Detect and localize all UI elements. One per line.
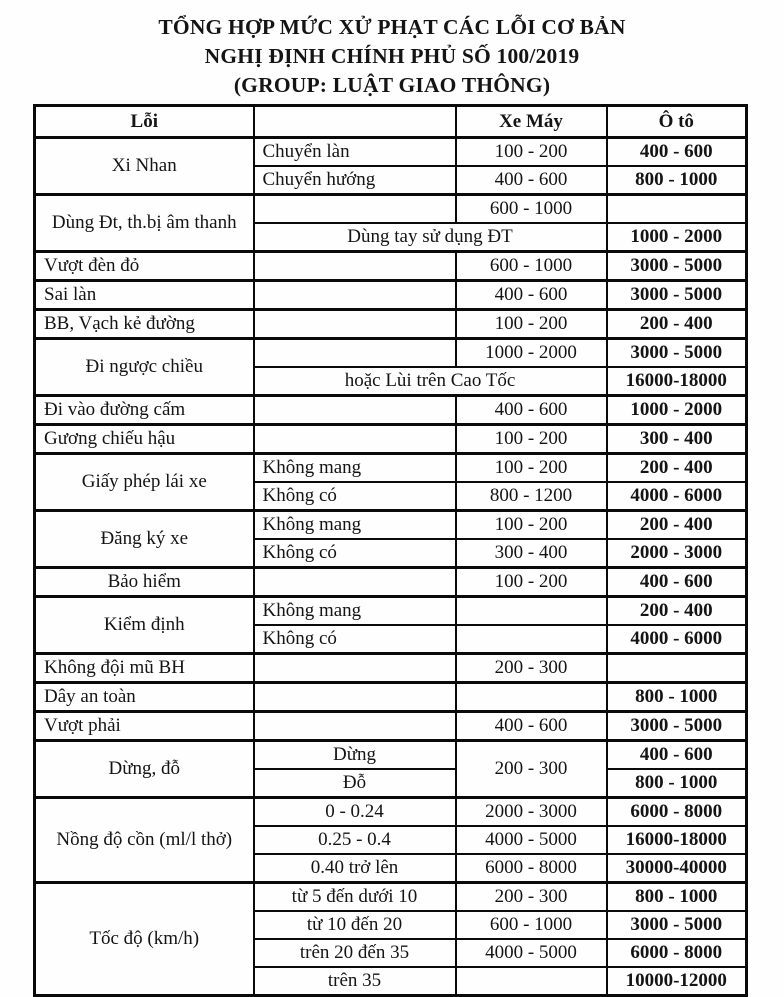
moto-cell: 100 - 200	[456, 138, 607, 167]
car-cell	[607, 654, 747, 683]
moto-cell: 400 - 600	[456, 166, 607, 195]
car-cell: 400 - 600	[607, 138, 747, 167]
table-row	[35, 741, 747, 770]
header-row	[35, 106, 747, 138]
sub-cell: 0.25 - 0.4	[254, 826, 456, 854]
title-line-1: TỔNG HỢP MỨC XỬ PHẠT CÁC LỖI CƠ BẢN	[158, 15, 626, 39]
car-cell: 30000-40000	[607, 854, 747, 883]
fault-cell: Bảo hiểm	[35, 568, 254, 597]
sub-cell	[254, 396, 456, 425]
table-row	[35, 138, 747, 167]
moto-cell: 1000 - 2000	[456, 339, 607, 368]
moto-cell: 600 - 1000	[456, 911, 607, 939]
car-cell: 800 - 1000	[607, 683, 747, 712]
sub-cell	[254, 252, 456, 281]
car-cell: 400 - 600	[607, 568, 747, 597]
sub-cell: Chuyển làn	[254, 138, 456, 167]
fault-cell: Vượt đèn đỏ	[35, 252, 254, 281]
car-cell: 300 - 400	[607, 425, 747, 454]
car-cell: 200 - 400	[607, 310, 747, 339]
moto-cell: 100 - 200	[456, 568, 607, 597]
sub-cell: Không mang	[254, 511, 456, 540]
car-cell: 200 - 400	[607, 454, 747, 483]
table-row	[35, 712, 747, 741]
sub-cell	[254, 195, 456, 224]
header-sub-cell	[254, 106, 456, 138]
fault-cell: Vượt phải	[35, 712, 254, 741]
moto-cell: 6000 - 8000	[456, 854, 607, 883]
car-cell	[607, 195, 747, 224]
car-cell: 800 - 1000	[607, 166, 747, 195]
sub-cell: Đỗ	[254, 769, 456, 798]
table-row	[35, 310, 747, 339]
sub-cell	[254, 310, 456, 339]
document-title	[0, 13, 784, 100]
moto-cell: 100 - 200	[456, 454, 607, 483]
table-row	[35, 511, 747, 540]
moto-cell	[456, 625, 607, 654]
car-cell: 16000-18000	[607, 826, 747, 854]
sub-cell: hoặc Lùi trên Cao Tốc	[254, 367, 607, 396]
sub-cell: trên 35	[254, 967, 456, 996]
moto-cell: 100 - 200	[456, 425, 607, 454]
sub-cell: Dừng	[254, 741, 456, 770]
fault-cell: Đi ngược chiều	[35, 339, 254, 396]
sub-cell: trên 20 đến 35	[254, 939, 456, 967]
car-cell: 3000 - 5000	[607, 281, 747, 310]
car-cell: 6000 - 8000	[607, 939, 747, 967]
sub-cell	[254, 281, 456, 310]
car-cell: 3000 - 5000	[607, 339, 747, 368]
sub-cell: Không có	[254, 482, 456, 511]
header-car-cell: Ô tô	[607, 106, 747, 138]
header-fault-cell: Lỗi	[35, 106, 254, 138]
sub-cell: 0.40 trở lên	[254, 854, 456, 883]
table-row	[35, 396, 747, 425]
car-cell: 800 - 1000	[607, 883, 747, 912]
moto-cell: 400 - 600	[456, 712, 607, 741]
sub-cell	[254, 683, 456, 712]
sub-cell	[254, 425, 456, 454]
moto-cell: 600 - 1000	[456, 195, 607, 224]
moto-cell: 400 - 600	[456, 396, 607, 425]
sub-cell: 0 - 0.24	[254, 798, 456, 827]
moto-cell: 100 - 200	[456, 310, 607, 339]
sub-cell: Không có	[254, 625, 456, 654]
car-cell: 3000 - 5000	[607, 911, 747, 939]
moto-cell: 4000 - 5000	[456, 826, 607, 854]
table-row	[35, 252, 747, 281]
table-row	[35, 883, 747, 912]
sub-cell: Không có	[254, 539, 456, 568]
sub-cell: Không mang	[254, 454, 456, 483]
moto-cell	[456, 967, 607, 996]
moto-cell: 800 - 1200	[456, 482, 607, 511]
table-row	[35, 454, 747, 483]
table-body	[35, 138, 747, 996]
moto-cell: 4000 - 5000	[456, 939, 607, 967]
sub-cell: từ 10 đến 20	[254, 911, 456, 939]
car-cell: 4000 - 6000	[607, 625, 747, 654]
car-cell: 4000 - 6000	[607, 482, 747, 511]
moto-cell: 200 - 300	[456, 883, 607, 912]
fault-cell: Kiểm định	[35, 597, 254, 654]
fault-cell: Nồng độ cồn (ml/l thở)	[35, 798, 254, 883]
header-moto-cell: Xe Máy	[456, 106, 607, 138]
fault-cell: BB, Vạch kẻ đường	[35, 310, 254, 339]
fault-cell: Giấy phép lái xe	[35, 454, 254, 511]
moto-cell: 200 - 300	[456, 654, 607, 683]
table-row	[35, 339, 747, 368]
table-row	[35, 425, 747, 454]
sub-cell: từ 5 đến dưới 10	[254, 883, 456, 912]
fault-cell: Dây an toàn	[35, 683, 254, 712]
moto-cell	[456, 683, 607, 712]
sub-cell	[254, 339, 456, 368]
car-cell: 3000 - 5000	[607, 252, 747, 281]
fault-cell: Sai làn	[35, 281, 254, 310]
table-row	[35, 683, 747, 712]
car-cell: 3000 - 5000	[607, 712, 747, 741]
fault-cell: Tốc độ (km/h)	[35, 883, 254, 996]
fault-cell: Gương chiếu hậu	[35, 425, 254, 454]
moto-cell: 100 - 200	[456, 511, 607, 540]
moto-cell: 600 - 1000	[456, 252, 607, 281]
car-cell: 10000-12000	[607, 967, 747, 996]
fault-cell: Dừng, đỗ	[35, 741, 254, 798]
table-row	[35, 654, 747, 683]
sub-cell	[254, 712, 456, 741]
car-cell: 16000-18000	[607, 367, 747, 396]
table-row	[35, 281, 747, 310]
car-cell: 800 - 1000	[607, 769, 747, 798]
sub-cell	[254, 654, 456, 683]
fault-cell: Đi vào đường cấm	[35, 396, 254, 425]
moto-cell: 2000 - 3000	[456, 798, 607, 827]
car-cell: 1000 - 2000	[607, 223, 747, 252]
fault-cell: Xi Nhan	[35, 138, 254, 195]
car-cell: 200 - 400	[607, 511, 747, 540]
fines-table	[33, 104, 748, 997]
table-row	[35, 568, 747, 597]
car-cell: 2000 - 3000	[607, 539, 747, 568]
table-row	[35, 597, 747, 626]
moto-cell: 200 - 300	[456, 741, 607, 798]
car-cell: 1000 - 2000	[607, 396, 747, 425]
sub-cell: Chuyển hướng	[254, 166, 456, 195]
fault-cell: Không đội mũ BH	[35, 654, 254, 683]
fault-cell: Đăng ký xe	[35, 511, 254, 568]
car-cell: 200 - 400	[607, 597, 747, 626]
moto-cell: 400 - 600	[456, 281, 607, 310]
table-row	[35, 798, 747, 827]
car-cell: 400 - 600	[607, 741, 747, 770]
table-row	[35, 195, 747, 224]
moto-cell: 300 - 400	[456, 539, 607, 568]
table-header	[35, 106, 747, 138]
sub-cell: Dùng tay sử dụng ĐT	[254, 223, 607, 252]
title-line-3: (GROUP: LUẬT GIAO THÔNG)	[233, 73, 551, 97]
sub-cell: Không mang	[254, 597, 456, 626]
title-line-2: NGHỊ ĐỊNH CHÍNH PHỦ SỐ 100/2019	[204, 44, 580, 68]
sub-cell	[254, 568, 456, 597]
moto-cell	[456, 597, 607, 626]
car-cell: 6000 - 8000	[607, 798, 747, 827]
fault-cell: Dùng Đt, th.bị âm thanh	[35, 195, 254, 252]
